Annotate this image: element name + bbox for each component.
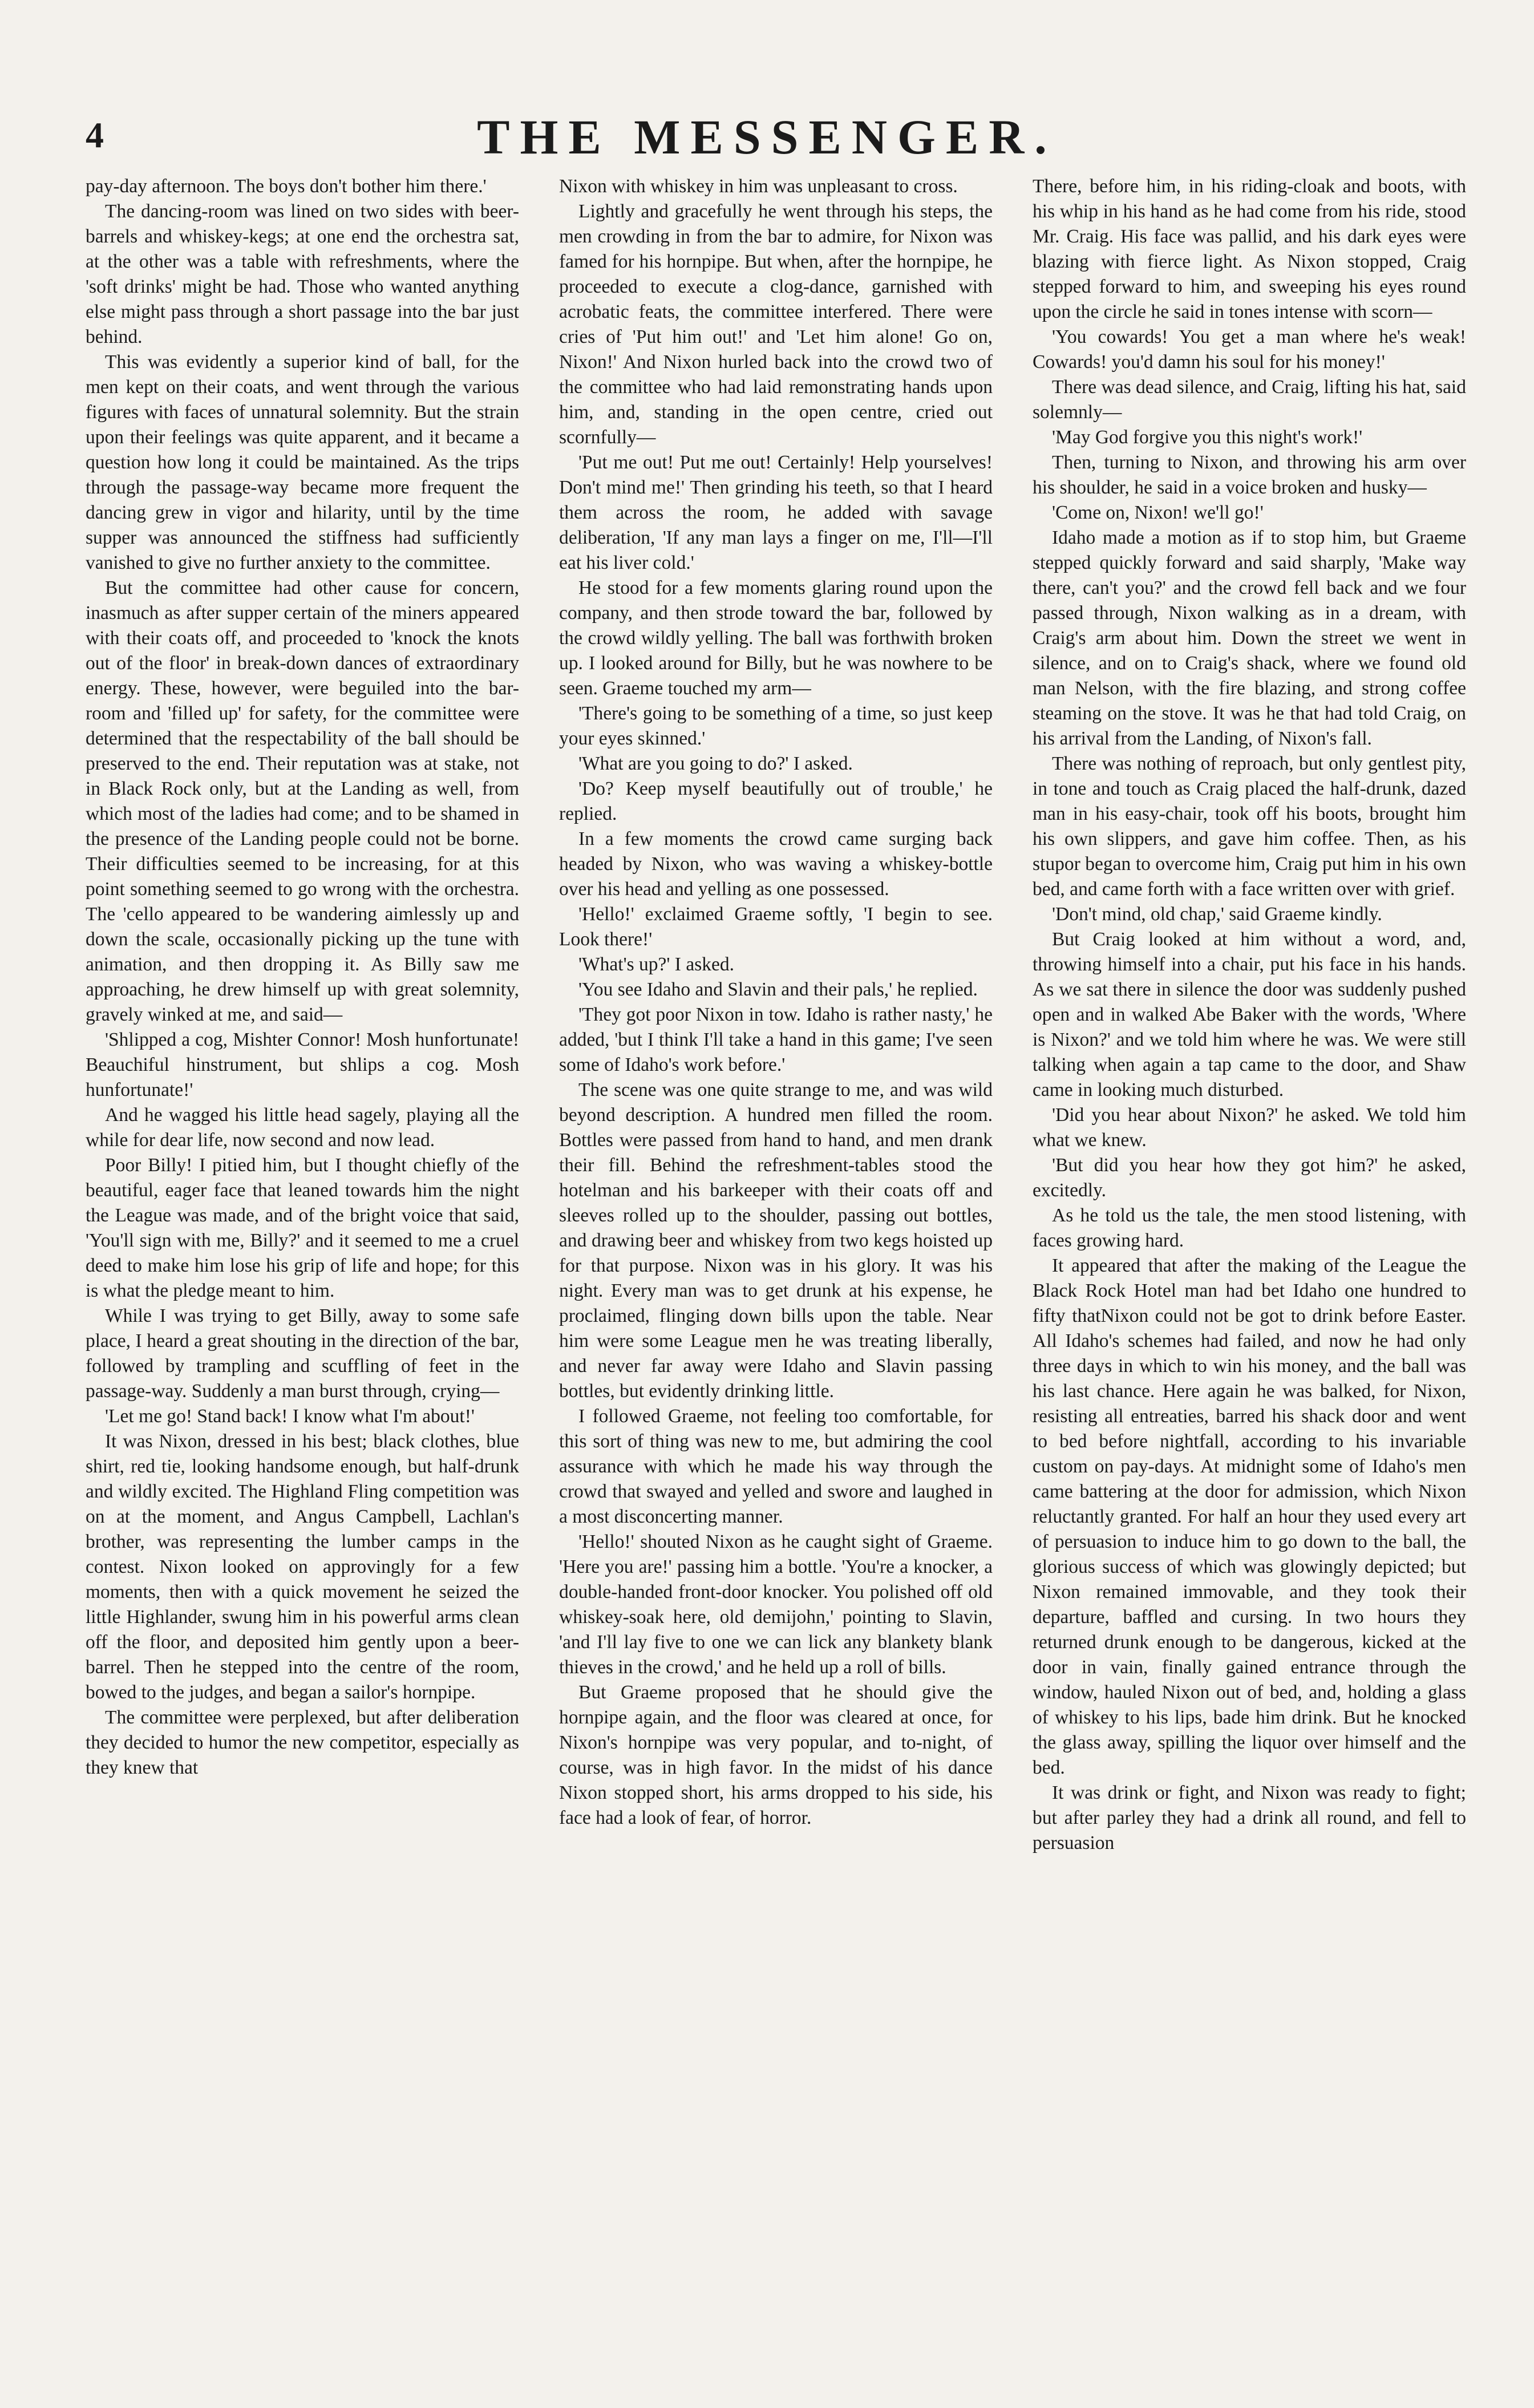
paragraph: 'May God forgive you this night's work!' <box>1052 427 1363 448</box>
paragraph: 'But did you hear how they got him?' he asked, excitedly. <box>1033 1155 1466 1201</box>
masthead-title: THE MESSENGER. <box>477 110 1057 164</box>
paragraph: 'Hello!' shouted Nixon as he caught sight of Graeme. 'Here you are!' passing him a bottle. 'You're a knocker, a double-handed front-door knocker. You polished off old whiskey-soak here, old demijohn,' pointing to Slavin, 'and I'll lay five to one we can lick any blankety blank thieves in the crowd,' and he held up a roll of bills. <box>559 1531 993 1678</box>
paragraph: 'Come on, Nixon! we'll go!' <box>1052 502 1264 523</box>
paragraph: In a few moments the crowd came surging back headed by Nixon, who was waving a whiskey-bottle over his head and yelling as one possessed. <box>559 828 993 900</box>
paragraph: 'What are you going to do?' I asked. <box>578 753 853 774</box>
paragraph: 'What's up?' I asked. <box>578 954 734 975</box>
paragraph: It appeared that after the making of the League the Black Rock Hotel man had bet Idaho one hundred to fifty thatNixon could not be got to drink before Easter. All Idaho's schemes had failed, and now he had only three days in which to win his money, and the ball was his last chance. Here again he was balked, for Nixon, resisting all entreaties, barred his shack door and went to bed before nightfall, according to his invariable custom on pay-days. At midnight some of Idaho's men came battering at the door for admission, which Nixon reluctantly granted. For half an hour they used every art of persuasion to induce him to go down to the ball, the glorious success of which was glowingly depicted; but Nixon remained immovable, and they took their departure, baffled and cursing. In two hours they returned drunk enough to be dangerous, kicked at the door in vain, finally gained entrance through the window, hauled Nixon out of bed, and, holding a glass of whiskey to his lips, bade him drink. But he knocked the glass away, spilling the liquor over himself and the bed. <box>1033 1255 1466 1778</box>
column-left <box>86 174 519 2376</box>
paragraph: pay-day afternoon. The boys don't bother him there.' <box>86 176 487 197</box>
paragraph: Then, turning to Nixon, and throwing his arm over his shoulder, he said in a voice broken and husky— <box>1033 452 1466 498</box>
paragraph: And he wagged his little head sagely, playing all the while for dear life, now second and now lead. <box>86 1104 519 1151</box>
paragraph: But Craig looked at him without a word, and, throwing himself into a chair, put his face in his hands. As we sat there in silence the door was suddenly pushed open and in walked Abe Baker with the words, 'Where is Nixon?' and we told him where he was. We were still talking when again a tap came to the door, and Shaw came in looking much disturbed. <box>1033 929 1466 1100</box>
paragraph: It was Nixon, dressed in his best; black clothes, blue shirt, red tie, looking handsome enough, but half-drunk and wildly excited. The Highland Fling competition was on at the moment, and Angus Campbell, Lachlan's brother, was representing the lumber camps in the contest. Nixon looked on approvingly for a few moments, then with a quick movement he seized the little Highlander, swung him in his powerful arms clean off the floor, and deposited him gently upon a beer-barrel. Then he stepped into the centre of the room, bowed to the judges, and began a sailor's hornpipe. <box>86 1431 519 1703</box>
paragraph: Idaho made a motion as if to stop him, but Graeme stepped quickly forward and said sharply, 'Make way there, can't you?' and the crowd fell back and we four passed through, Nixon walking as in a dream, with Craig's arm about him. Down the street we went in silence, and on to Craig's shack, where we found old man Nelson, with the fire blazing, and strong coffee steaming on the stove. It was he that had told Craig, on his arrival from the Landing, of Nixon's fall. <box>1033 527 1466 749</box>
paragraph: He stood for a few moments glaring round upon the company, and then strode toward the bar, followed by the crowd wildly yelling. The ball was forthwith broken up. I looked around for Billy, but he was nowhere to be seen. Graeme touched my arm— <box>559 577 993 699</box>
paragraph: It was drink or fight, and Nixon was ready to fight; but after parley they had a drink all round, and fell to persuasion <box>1033 1782 1466 1853</box>
paragraph: 'Do? Keep myself beautifully out of trouble,' he replied. <box>559 778 993 824</box>
paragraph: The dancing-room was lined on two sides with beer-barrels and whiskey-kegs; at one end the orchestra sat, at the other was a table with refreshments, where the 'soft drinks' might be had. Those who wanted anything else might pass through a short passage into the bar just behind. <box>86 201 519 347</box>
paragraph: 'Don't mind, old chap,' said Graeme kindly. <box>1052 904 1382 925</box>
paragraph: As he told us the tale, the men stood listening, with faces growing hard. <box>1033 1205 1466 1251</box>
paragraph: But Graeme proposed that he should give the hornpipe again, and the floor was cleared at once, for Nixon's hornpipe was very popular, and to-night, of course, was in high favor. In the midst of his dance Nixon stopped short, his arms dropped to his side, his face had a look of fear, of horror. <box>559 1682 993 1828</box>
paragraph: 'Put me out! Put me out! Certainly! Help yourselves! Don't mind me!' Then grinding his teeth, so that I heard them across the room, he added with savage deliberation, 'If any man lays a finger on me, I'll—I'll eat his liver cold.' <box>559 452 993 573</box>
paragraph: Lightly and gracefully he went through his steps, the men crowding in from the bar to admire, for Nixon was famed for his hornpipe. But when, after the hornpipe, he proceeded to execute a clog-dance, garnished with acrobatic feats, the committee interfered. There were cries of 'Put him out!' and 'Let him alone! Go on, Nixon!' And Nixon hurled back into the crowd two of the committee who had laid remonstrating hands upon him, and, standing in the open centre, cried out scornfully— <box>559 201 993 448</box>
paragraph: 'You see Idaho and Slavin and their pals,' he replied. <box>578 979 978 1000</box>
column-middle <box>559 174 993 2376</box>
paragraph: But the committee had other cause for concern, inasmuch as after supper certain of the miners appeared with their coats off, and proceeded to 'knock the knots out of the floor' in break-down dances of extraordinary energy. These, however, were beguiled into the bar-room and 'filled up' for safety, for the committee were determined that the respectability of the ball should be preserved to the end. Their reputation was at stake, not in Black Rock only, but at the Landing as well, from which most of the ladies had come; and to be shamed in the presence of the Landing people could not be borne. Their difficulties seemed to be increasing, for at this point something seemed to go wrong with the orchestra. The 'cello appeared to be wandering aimlessly up and down the scale, occasionally picking up the tune with animation, and then dropping it. As Billy saw me approaching, he drew himself up with great solemnity, gravely winked at me, and said— <box>86 577 519 1025</box>
paragraph: Nixon with whiskey in him was unpleasant to cross. <box>559 176 958 197</box>
paragraph: 'There's going to be something of a time, so just keep your eyes skinned.' <box>559 703 993 749</box>
paragraph: 'Did you hear about Nixon?' he asked. We told him what we knew. <box>1033 1104 1466 1151</box>
paragraph: 'You cowards! You get a man where he's weak! Cowards! you'd damn his soul for his money!' <box>1033 326 1466 373</box>
column-right <box>1033 174 1466 2376</box>
paragraph: While I was trying to get Billy, away to some safe place, I heard a great shouting in the direction of the bar, followed by trampling and scuffling of feet in the passage-way. Suddenly a man burst through, crying— <box>86 1305 519 1402</box>
paragraph: There was nothing of reproach, but only gentlest pity, in tone and touch as Craig placed the half-drunk, dazed man in his easy-chair, took off his boots, brought him his own slippers, and gave him coffee. Then, as his stupor began to overcome him, Craig put him in his own bed, and came forth with a face written over with grief. <box>1033 753 1466 900</box>
paragraph: There was dead silence, and Craig, lifting his hat, said solemnly— <box>1033 377 1466 423</box>
paragraph: 'They got poor Nixon in tow. Idaho is rather nasty,' he added, 'but I think I'll take a hand in this game; I've seen some of Idaho's work before.' <box>559 1004 993 1075</box>
paragraph: There, before him, in his riding-cloak and boots, with his whip in his hand as he had come from his ride, stood Mr. Craig. His face was pallid, and his dark eyes were blazing with fierce light. As Nixon stopped, Craig stepped forward to him, and sweeping his eyes round upon the circle he said in tones intense with scorn— <box>1033 176 1466 322</box>
paragraph: 'Let me go! Stand back! I know what I'm about!' <box>105 1406 475 1427</box>
paragraph: The scene was one quite strange to me, and was wild beyond description. A hundred men filled the room. Bottles were passed from hand to hand, and men drank their fill. Behind the refreshment-tables stood the hotelman and his barkeeper with their coats off and sleeves rolled up to the shoulder, passing out bottles, and drawing beer and whiskey from two kegs hoisted up for that purpose. Nixon was in his glory. It was his night. Every man was to get drunk at his expense, he proclaimed, flinging down bills upon the table. Near him were some League men he was treating liberally, and never far away were Idaho and Slavin passing bottles, but evidently drinking little. <box>559 1079 993 1402</box>
article-columns <box>86 174 1466 2376</box>
paragraph: Poor Billy! I pitied him, but I thought chiefly of the beautiful, eager face that leaned towards him the night the League was made, and of the bright voice that said, 'You'll sign with me, Billy?' and it seemed to me a cruel deed to make him lose his grip of life and hope; for this is what the pledge meant to him. <box>86 1155 519 1301</box>
paragraph: 'Shlipped a cog, Mishter Connor! Mosh hunfortunate! Beauchiful hinstrument, but shlips a cog. Mosh hunfortunate!' <box>86 1029 519 1100</box>
paragraph: This was evidently a superior kind of ball, for the men kept on their coats, and went through the various figures with faces of unnatural solemnity. But the strain upon their feelings was quite apparent, and it became a question how long it could be maintained. As the trips through the passage-way became more frequent the dancing grew in vigor and hilarity, until by the time supper was announced the stiffness had sufficiently vanished to give no further anxiety to the committee. <box>86 351 519 573</box>
paragraph: The committee were perplexed, but after deliberation they decided to humor the new competitor, especially as they knew that <box>86 1707 519 1778</box>
paragraph: 'Hello!' exclaimed Graeme softly, 'I begin to see. Look there!' <box>559 904 993 950</box>
paragraph: I followed Graeme, not feeling too comfortable, for this sort of thing was new to me, but admiring the cool assurance with which he made his way through the crowd that swayed and yelled and swore and laughed in a most disconcerting manner. <box>559 1406 993 1527</box>
page-number: 4 <box>86 115 104 155</box>
